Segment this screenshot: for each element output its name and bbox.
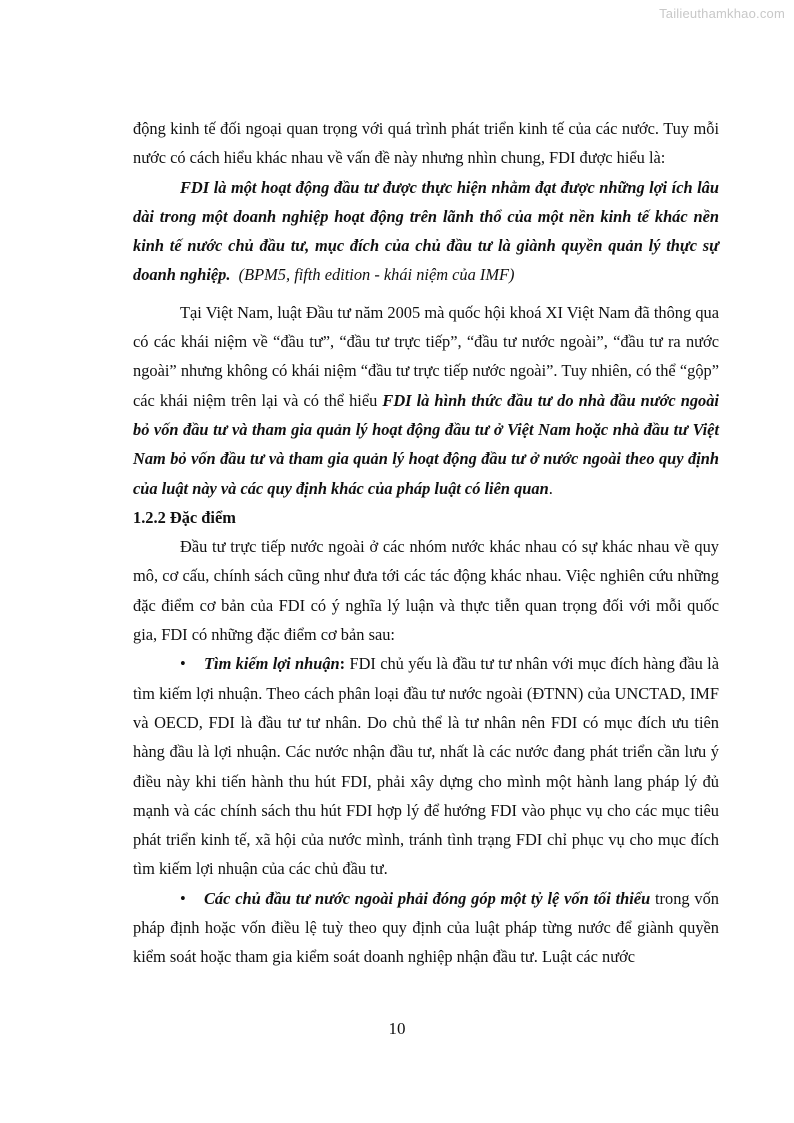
page-number: 10	[388, 1019, 406, 1038]
bullet-profit-title: Tìm kiếm lợi nhuận	[204, 654, 340, 674]
paragraph-vietnam-law	[133, 298, 719, 503]
bullet-min-capital-title: Các chủ đầu tư nước ngoài phải đóng góp một tỷ lệ vốn tối thiểu	[204, 888, 651, 908]
section-heading: 1.2.2 Đặc điểm	[133, 507, 236, 527]
bullet-profit-text: FDI chủ yếu là đầu tư tư nhân với mục đích hàng đầu là tìm kiếm lợi nhuận. Theo cách phân loại đầu tư nước ngoài (ĐTNN) của UNCTAD, IMF và OECD, FDI là đầu tư tư nhân. Do chủ thể là tư nhân nên FDI có mục đích ưu tiên hàng đầu là lợi nhuận. Các nước nhận đầu tư, nhất là các nước đang phát triển cần lưu ý điều này khi tiến hành thu hút FDI, phải xây dựng cho mình một hành lang pháp lý đủ mạnh và các chính sách thu hút FDI hợp lý để hướng FDI vào phục vụ cho các mục tiêu phát triển kinh tế, xã hội của nước mình, tránh tình trạng FDI chỉ phục vụ cho mục đích tìm kiếm lợi nhuận của các chủ đầu tư.	[133, 654, 719, 879]
fdi-definition-bold: FDI là một hoạt động đầu tư được thực hiện nhằm đạt được những lợi ích lâu dài trong một doanh nghiệp hoạt động trên lãnh thổ của một nền kinh tế khác nền kinh tế nước chủ đầu tư, mục đích của chủ đầu tư là giành quyền quản lý thực sự doanh nghiệp.	[133, 177, 719, 285]
bullet-icon: •	[180, 654, 186, 674]
document-body	[133, 114, 719, 972]
bullet-min-capital-text: trong vốn pháp định hoặc vốn điều lệ tuỳ theo quy định của luật pháp từng nước để giành quyền kiểm soát hoặc tham gia kiểm soát doanh nghiệp nhận đầu tư. Luật các nước	[133, 888, 719, 967]
paragraph-characteristics-intro: Đầu tư trực tiếp nước ngoài ở các nhóm nước khác nhau có sự khác nhau về quy mô, cơ cấu, chính sách cũng như đưa tới các tác động khác nhau. Việc nghiên cứu những đặc điểm cơ bản của FDI có ý nghĩa lý luận và thực tiễn quan trọng đối với mỗi quốc gia, FDI có những đặc điểm cơ bản sau:	[133, 537, 719, 645]
vietnam-law-end: .	[548, 478, 553, 498]
bullet-icon: •	[180, 888, 186, 908]
vietnam-law-bold: FDI là hình thức đầu tư do nhà đầu nước ngoài bỏ vốn đầu tư và tham gia quản lý hoạt động đầu tư ở Việt Nam hoặc nhà đầu tư Việt Nam bỏ vốn đầu tư và tham gia quản lý hoạt động đầu tư ở nước ngoài theo quy định của luật này và các quy định khác của pháp luật có liên quan	[133, 390, 719, 498]
bullet-min-capital	[133, 884, 719, 972]
bullet-profit-colon: :	[339, 654, 346, 674]
bullet-profit	[133, 649, 719, 883]
paragraph-intro: động kinh tế đối ngoại quan trọng với quá trình phát triển kinh tế của các nước. Tuy mỗi nước có cách hiểu khác nhau về vấn đề này nhưng nhìn chung, FDI được hiểu là:	[133, 119, 719, 168]
paragraph-fdi-definition	[133, 173, 719, 290]
vietnam-law-text: Tại Việt Nam, luật Đầu tư năm 2005 mà quốc hội khoá XI Việt Nam đã thông qua có các khái niệm về “đầu tư”, “đầu tư trực tiếp”, “đầu tư nước ngoài”, “đầu tư ra nước ngoài” nhưng không có khái niệm “đầu tư trực tiếp nước ngoài”. Tuy nhiên, có thể “gộp” các khái niệm trên lại và có thể hiểu	[133, 302, 719, 410]
watermark: Tailieuthamkhao.com	[659, 6, 785, 21]
fdi-definition-source: (BPM5, fifth edition - khái niệm của IMF)	[238, 265, 515, 285]
